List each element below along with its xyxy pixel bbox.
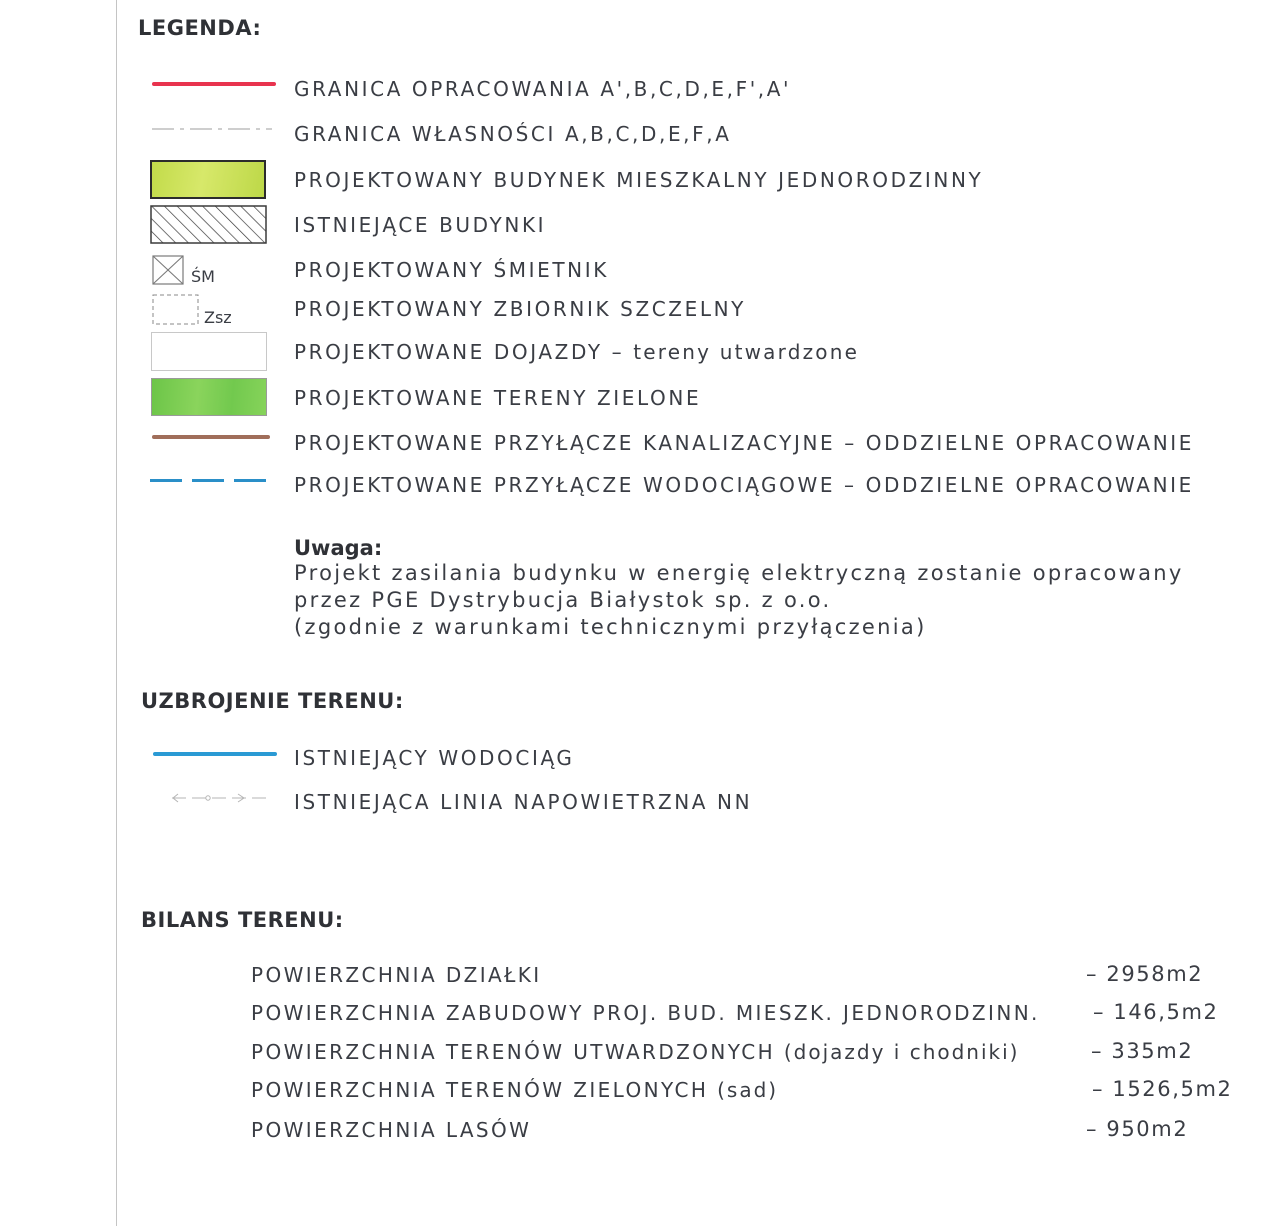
bilans-row-label: POWIERZCHNIA ZABUDOWY PROJ. BUD. MIESZK. JEDNORODZINN. [251, 1001, 1040, 1025]
paved-area-box-icon [151, 332, 267, 371]
legend-item-label: ISTNIEJĄCE BUDYNKI [294, 213, 547, 237]
legend-title: LEGENDA: [138, 16, 262, 40]
bilans-row-value: – 146,5m2 [1093, 1000, 1219, 1024]
zbiornik-tag: Zsz [204, 308, 232, 327]
green-area-fill-icon [151, 378, 267, 416]
uzbrojenie-item-label: ISTNIEJĄCA LINIA NAPOWIETRZNA NN [294, 790, 753, 814]
existing-water-line-icon [153, 752, 277, 756]
bilans-row-label: POWIERZCHNIA TERENÓW UTWARDZONYCH (dojazdy i chodniki) [251, 1040, 1020, 1064]
building-fill-icon [150, 160, 266, 199]
legend-item-label: PROJEKTOWANY ZBIORNIK SZCZELNY [294, 297, 746, 321]
bilans-row-value: – 2958m2 [1086, 962, 1204, 986]
legend-item-label: PROJEKTOWANY ŚMIETNIK [294, 258, 609, 282]
sealed-tank-box-icon [152, 294, 200, 326]
dash-dot-boundary-line-icon [152, 127, 272, 131]
bilans-title: BILANS TERENU: [141, 908, 344, 932]
uzbrojenie-title: UZBROJENIE TERENU: [141, 689, 404, 713]
margin-line [116, 0, 117, 1226]
note-block [294, 536, 1184, 641]
legend-item-label: GRANICA OPRACOWANIA A',B,C,D,E,F',A' [294, 77, 792, 101]
bilans-row-label: POWIERZCHNIA DZIAŁKI [251, 963, 542, 987]
hatched-building-icon [150, 205, 267, 244]
legend-item-label: PROJEKTOWANE PRZYŁĄCZE KANALIZACYJNE – ODDZIELNE OPRACOWANIE [294, 431, 1195, 455]
legend-item-label: PROJEKTOWANE DOJAZDY – tereny utwardzone [294, 340, 860, 364]
note-title: Uwaga: [294, 536, 383, 560]
waste-bin-box-icon [152, 255, 184, 285]
bilans-row-label: POWIERZCHNIA LASÓW [251, 1118, 532, 1142]
red-boundary-line-icon [152, 82, 276, 86]
note-line: Projekt zasilania budynku w energię elektryczną zostanie opracowany [294, 561, 1184, 585]
legend-item-label: PROJEKTOWANE PRZYŁĄCZE WODOCIĄGOWE – ODDZIELNE OPRACOWANIE [294, 473, 1194, 497]
bilans-row-label: POWIERZCHNIA TERENÓW ZIELONYCH (sad) [251, 1078, 779, 1102]
bilans-row-value: – 1526,5m2 [1092, 1077, 1233, 1101]
note-line: (zgodnie z warunkami technicznymi przyłączenia) [294, 615, 927, 639]
legend-item-label: PROJEKTOWANY BUDYNEK MIESZKALNY JEDNORODZINNY [294, 168, 984, 192]
bilans-row-value: – 335m2 [1091, 1039, 1194, 1063]
smietnik-tag: ŚM [191, 267, 215, 286]
note-line: przez PGE Dystrybucja Białystok sp. z o.o. [294, 588, 832, 612]
uzbrojenie-item-label: ISTNIEJĄCY WODOCIĄG [294, 746, 575, 770]
bilans-row-value: – 950m2 [1086, 1117, 1189, 1141]
sewer-line-icon [152, 435, 270, 439]
water-dashed-line-icon [150, 478, 274, 483]
legend-item-label: PROJEKTOWANE TERENY ZIELONE [294, 386, 702, 410]
overhead-power-line-icon [172, 791, 270, 805]
legend-item-label: GRANICA WŁASNOŚCI A,B,C,D,E,F,A [294, 122, 732, 146]
